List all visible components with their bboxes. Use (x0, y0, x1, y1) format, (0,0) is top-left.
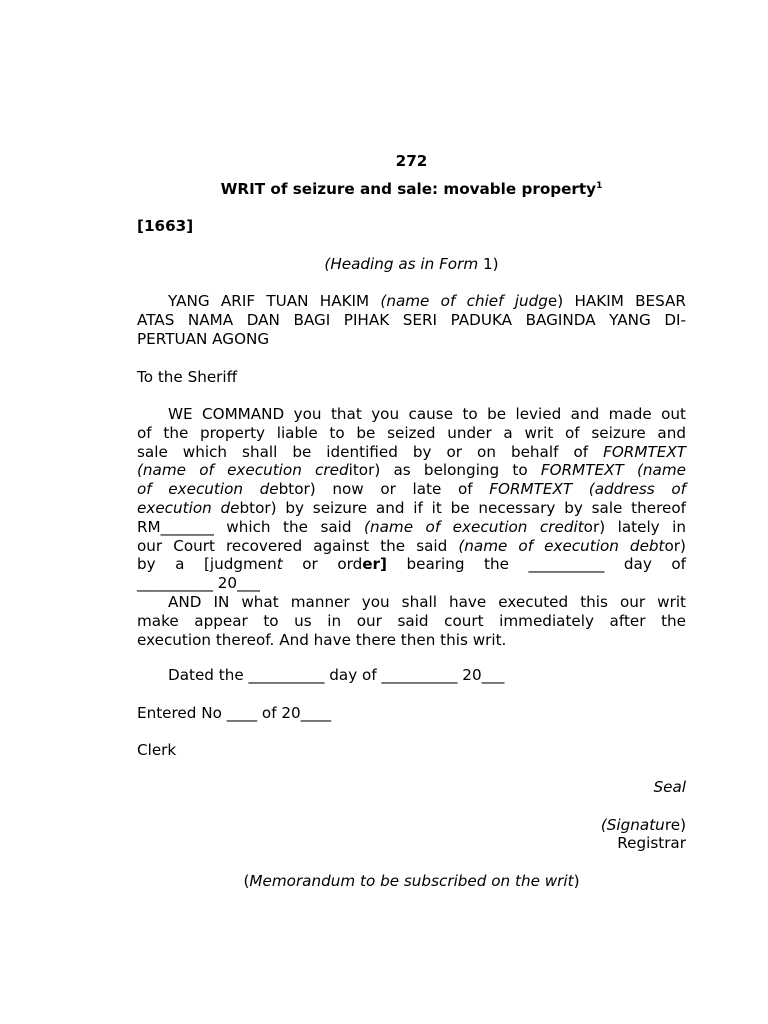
document-title: WRIT of seizure and sale: movable property$^1$ (220, 180, 603, 198)
address-line-3: PERTUAN AGONG (137, 329, 270, 348)
clerk-label: Clerk (137, 741, 177, 759)
command-line-8: our Court recovered against the said (name of execution debtor) (137, 536, 686, 555)
manner-line-1: AND IN what manner you shall have executed this our writ (168, 593, 686, 611)
command-line-4: (name of execution creditor) as belonging to FORMTEXT (name (137, 461, 686, 480)
form-number: 272 (395, 152, 428, 170)
command-line-2: of the property liable to be seized under a writ of seizure and (137, 423, 686, 442)
manner-paragraph (137, 593, 686, 649)
registrar-label: Registrar (617, 834, 686, 852)
manner-line-3: execution thereof. And have there then this writ. (137, 630, 507, 649)
command-line-1: WE COMMAND you that you cause to be levied and made out (168, 405, 686, 423)
entered-line: Entered No ____ of 20____ (137, 704, 332, 722)
addressee: To the Sheriff (137, 368, 238, 386)
command-line-3: sale which shall be identified by or on behalf of FORMTEXT (137, 442, 686, 461)
dated-line: Dated the __________ day of __________ 20___ (168, 666, 505, 684)
command-line-6: execution debtor) by seizure and if it be necessary by sale thereof (137, 498, 686, 517)
memorandum-note: (Memorandum to be subscribed on the writ) (243, 872, 580, 890)
seal-label: Seal (653, 778, 686, 796)
command-line-9: by a [judgment or order] bearing the __________ day of (137, 555, 686, 574)
address-line-2: ATAS NAMA DAN BAGI PIHAK SERI PADUKA BAGINDA YANG DI- (137, 310, 686, 329)
command-line-5: of execution debtor) now or late of FORMTEXT (address of (137, 480, 686, 499)
command-paragraph (137, 405, 686, 593)
address-line-1: YANG ARIF TUAN HAKIM (name of chief judge) HAKIM BESAR (168, 292, 686, 310)
manner-line-2: make appear to us in our said court immediately after the (137, 611, 686, 630)
command-line-10: __________ 20___ (137, 574, 260, 593)
command-line-7: RM_______ which the said (name of execution creditor) lately in (137, 517, 686, 536)
address-paragraph (137, 292, 686, 348)
signature-label: (Signature) (600, 816, 686, 834)
title-footnote-marker: 1 (596, 181, 603, 191)
reference-number: [1663] (137, 217, 194, 235)
heading-note: (Heading as in Form 1) (324, 255, 499, 273)
